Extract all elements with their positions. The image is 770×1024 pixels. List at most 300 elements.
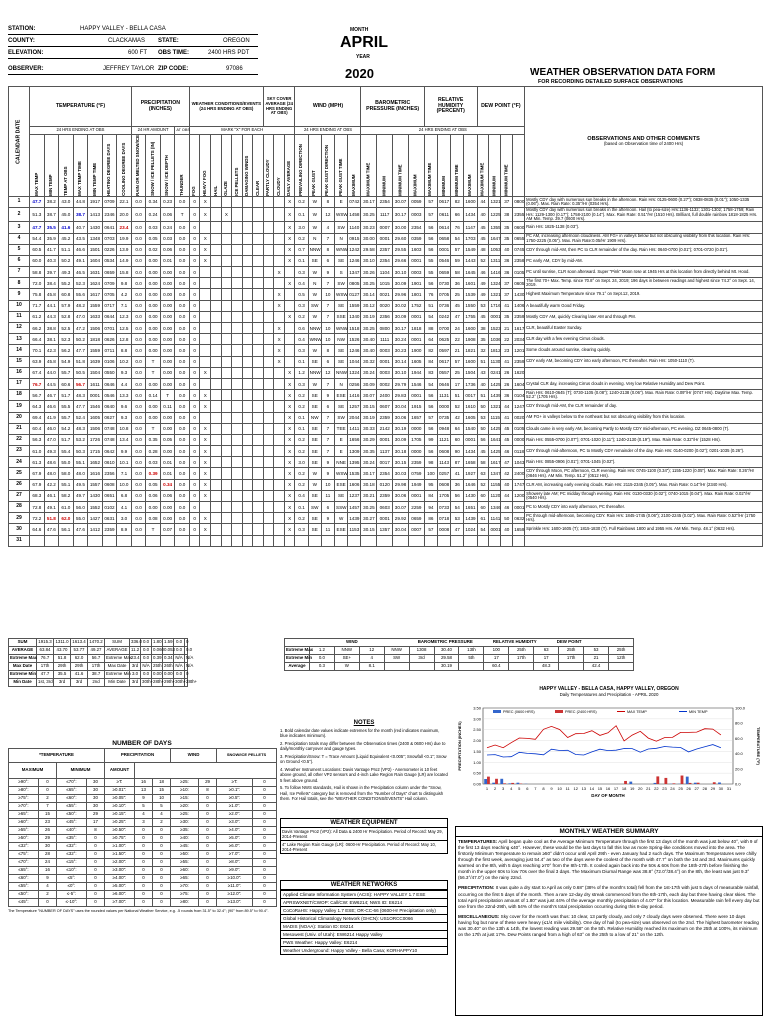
- days-cell: ≤32°:: [9, 843, 39, 851]
- stats-cell: Min Date: [105, 679, 130, 687]
- days-cell: ≥12.0":: [217, 891, 253, 899]
- summary-temp-label: TEMPERATURES:: [458, 839, 498, 844]
- wind-ending-label: 24 HRS ENDING AT OBS: [295, 127, 361, 135]
- observation-cell: NW: [335, 334, 348, 345]
- observation-cell: 54.4: [30, 233, 45, 244]
- days-cell: 0: [87, 875, 105, 883]
- observation-cell: 47.7: [73, 401, 88, 412]
- observation-cell: 0: [189, 490, 200, 501]
- observation-cell: 0.0: [131, 323, 146, 334]
- observer-value: JEFFREY TAYLOR: [103, 66, 155, 72]
- days-cell: 0: [199, 867, 217, 875]
- observation-cell: 0242: [438, 311, 451, 322]
- observation-cell: 22.1: [117, 196, 132, 207]
- observation-cell: 49: [477, 289, 489, 300]
- observation-cell: 46.0: [44, 423, 59, 434]
- wind-summary-label: Average: [285, 663, 310, 671]
- observation-cell: 0.00: [160, 267, 175, 278]
- stats-cell: 3.0: [130, 671, 141, 679]
- days-cell: ≤40°:: [57, 827, 87, 835]
- observation-cell: 1600: [464, 323, 477, 334]
- observation-cell: [242, 208, 253, 222]
- observation-cell: 6: [321, 401, 334, 412]
- observation-comment: The first 70+ Max. Temp. since 70.8° on Sept. 24, 2019; 196 days in between readings and highest since 74.2° on Sept. 14, 2019.: [525, 278, 763, 289]
- stats-cell: 0.0: [141, 671, 152, 679]
- observation-cell: 0.0: [131, 502, 146, 513]
- observation-cell: 0001: [464, 434, 477, 445]
- observation-cell: 0002: [377, 378, 393, 389]
- observation-cell: 1752: [408, 300, 424, 311]
- observation-cell: 30.29: [361, 434, 377, 445]
- column-header: MAXIMUM TIME: [361, 135, 377, 197]
- stats-cell: 0: [185, 639, 188, 647]
- column-header: CLEAR: [253, 135, 264, 197]
- days-cell: ≥20:: [171, 803, 199, 811]
- observation-cell: 60.0: [30, 255, 45, 266]
- x-axis-label: DAY OF MONTH: [591, 793, 625, 798]
- observation-cell: [242, 289, 253, 300]
- observation-cell: 1425: [489, 446, 501, 457]
- observation-cell: [221, 278, 232, 289]
- observation-cell: 1247: [513, 401, 525, 412]
- observation-cell: 0.01: [160, 468, 175, 479]
- observation-cell: [232, 434, 243, 445]
- observation-cell: 1137: [377, 446, 393, 457]
- days-cell: ≤50°:: [57, 811, 87, 819]
- days-cell: 24: [39, 859, 57, 867]
- observation-cell: 7: [321, 311, 334, 322]
- observation-cell: 6: [321, 502, 334, 513]
- observation-cell: 0059: [408, 196, 424, 207]
- legend-label: PREC (2400 HRS): [565, 710, 597, 714]
- observation-cell: [200, 267, 211, 278]
- observation-cell: 1620: [513, 367, 525, 378]
- x-tick-label: 21: [646, 786, 651, 791]
- days-cell: ≤55°:: [57, 803, 87, 811]
- observation-cell: 2044: [348, 412, 361, 423]
- observation-cell: 1535: [348, 468, 361, 479]
- observation-cell: [242, 300, 253, 311]
- days-row: [9, 843, 277, 851]
- observation-cell: [232, 334, 243, 345]
- observation-cell: 2354: [377, 468, 393, 479]
- y2-tick-label: 100.0: [735, 705, 746, 711]
- days-cell: 0: [39, 899, 57, 907]
- observation-comment: Showery late AM; PC midday through evening. Rain Hrs: 0130-0330 (0.02"); 0740-1015 (0.04"). Max. Rain Rate: 0.02"/Hr (0540 Hrs).: [525, 490, 763, 501]
- observation-cell: [242, 233, 253, 244]
- observation-cell: [253, 334, 264, 345]
- observation-cell: 0659: [408, 513, 424, 524]
- stats-cell: Extreme Max: [105, 655, 130, 663]
- observation-cell: 0.0: [175, 390, 190, 401]
- observation-cell: WSW: [335, 468, 348, 479]
- stats-cell: 3rd: [130, 679, 141, 687]
- observation-cell: 0.7: [295, 244, 308, 255]
- observation-cell: 46.6: [44, 401, 59, 412]
- observation-cell: 86: [424, 513, 437, 524]
- observation-cell: 50.2: [59, 255, 74, 266]
- observation-cell: ESE: [335, 390, 348, 401]
- observation-cell: 1015: [377, 278, 393, 289]
- observation-cell: [513, 535, 525, 546]
- observation-cell: 0104: [513, 390, 525, 401]
- stats-label: AVERAGE: [9, 647, 37, 655]
- observer-label: OBSERVER:: [8, 66, 44, 72]
- observation-cell: 47.7: [73, 345, 88, 356]
- observation-cell: 36: [501, 255, 513, 266]
- observation-cell: [232, 356, 243, 367]
- observation-cell: 2400: [377, 390, 393, 401]
- days-cell: ≥80°:: [9, 787, 39, 795]
- year-label: YEAR: [356, 54, 370, 60]
- observation-cell: 0617: [438, 196, 451, 207]
- observation-cell: 43.5: [73, 233, 88, 244]
- column-header: MAXIMUM: [408, 135, 424, 197]
- days-row: [9, 891, 277, 899]
- observation-cell: [253, 222, 264, 233]
- observation-cell: 1430: [513, 289, 525, 300]
- observation-cell: [263, 401, 274, 412]
- observation-cell: 1604: [513, 378, 525, 389]
- observation-cell: X: [200, 513, 211, 524]
- observation-cell: 0: [189, 289, 200, 300]
- observation-cell: 1324: [489, 278, 501, 289]
- observation-cell: X: [200, 490, 211, 501]
- observation-cell: 0127: [348, 289, 361, 300]
- days-cell: ≥60:: [171, 867, 199, 875]
- stats-cell: 1.59: [163, 639, 174, 647]
- observation-cell: X: [284, 255, 295, 266]
- observation-cell: 1550: [464, 300, 477, 311]
- observation-cell: 0: [189, 479, 200, 490]
- at-obs-label: AT OBS: [175, 127, 190, 135]
- observation-cell: [211, 196, 222, 207]
- observation-cell: 0748: [102, 423, 117, 434]
- observation-cell: 56.7: [73, 378, 88, 389]
- observation-cell: 1120: [489, 490, 501, 501]
- observation-cell: [263, 196, 274, 207]
- legend-label: MAX TEMP: [627, 710, 647, 714]
- observation-cell: 1639: [88, 356, 103, 367]
- observation-cell: 1736: [464, 378, 477, 389]
- observation-cell: 60: [451, 434, 464, 445]
- observation-cell: 0020: [513, 412, 525, 423]
- observation-cell: 0608: [438, 446, 451, 457]
- observation-cell: [263, 468, 274, 479]
- observation-cell: 44.0: [44, 367, 59, 378]
- observation-row: [9, 535, 763, 546]
- year-value: 2020: [345, 66, 374, 81]
- note-item: 5. To follow NWS standards, Hail is shown in the Precipitation column under the "Snow, Hail, Ice Pellets" category but is removed from the "Number of Days" chart to distinguish them. For Hail totals, see the "WEATHER CONDITIONS/EVENTS" Hail column.: [280, 785, 444, 801]
- observation-comment: [525, 367, 763, 378]
- observation-cell: 42: [451, 412, 464, 423]
- observation-cell: 9.9: [117, 446, 132, 457]
- observation-cell: X: [284, 524, 295, 535]
- days-row: [9, 787, 277, 795]
- observation-cell: 1411: [348, 423, 361, 434]
- observation-cell: 1416: [489, 267, 501, 278]
- observation-cell: 0.05: [146, 479, 161, 490]
- observation-cell: 0659: [102, 267, 117, 278]
- state-value: OREGON: [223, 38, 250, 44]
- precip-bar: [713, 782, 716, 784]
- observation-row: [9, 513, 763, 524]
- observation-cell: 0625: [438, 334, 451, 345]
- observation-cell: [242, 434, 253, 445]
- observation-cell: 0703: [102, 233, 117, 244]
- network-item: APRSWXNET/CWOP: Call/CW: EW6214; NWS ID: E6214: [281, 898, 447, 906]
- days-row: [9, 827, 277, 835]
- observation-cell: 61.0: [59, 502, 74, 513]
- observation-cell: 52: [477, 255, 489, 266]
- observation-cell: 0001: [88, 390, 103, 401]
- observation-cell: 6.8: [117, 490, 132, 501]
- observation-cell: [242, 513, 253, 524]
- observation-cell: [253, 513, 264, 524]
- observation-cell: 0.00: [146, 300, 161, 311]
- observation-cell: 47.0: [44, 434, 59, 445]
- days-cell: 29: [87, 811, 105, 819]
- observation-cell: 55: [424, 255, 437, 266]
- observation-cell: [253, 244, 264, 255]
- stats-cell: 336.0: [130, 639, 141, 647]
- observation-cell: [211, 244, 222, 255]
- days-row: [9, 899, 277, 907]
- observation-cell: 1559: [348, 300, 361, 311]
- column-header: THUNDER: [175, 135, 190, 197]
- observation-cell: 29.92: [393, 513, 409, 524]
- precip-bar: [654, 783, 657, 784]
- days-cell: 0: [253, 835, 277, 843]
- observation-cell: N: [308, 278, 321, 289]
- stats-cell: 0.0: [141, 655, 152, 663]
- observation-cell: X: [284, 278, 295, 289]
- observation-cell: X: [284, 502, 295, 513]
- observation-table: [8, 86, 763, 547]
- observation-cell: E: [335, 446, 348, 457]
- x-tick-label: 16: [605, 786, 611, 791]
- observation-comment: PC AM, increasing afternoon cloudiness. AM FG+ in valleys below but not obscuring visibility from this location. Rain Hrs: 1750-2225 (0.05"). Max. Rain Rate:0.05/Hr 1909 Hrs).: [525, 233, 763, 244]
- column-header: HEAVY FOG: [200, 135, 211, 197]
- observation-cell: 72.0: [30, 278, 45, 289]
- observation-comment: Mostly CDY day with numerous sun breaks in the afternoon. Hail (to pea-size) Hrs:1136-1132; 1301-1302; 1758-1759; Rain Hrs: 1129-1300 (0.17"); 1758-2100 (0.14"). Max. Rain Rate: 0.51"/Hr (1510 Hrs). Brilliant, full double rainbow 1818-1825 Hrs. AM Min. Temp. 39.7 (0600 Hrs).: [525, 208, 763, 222]
- stats-cell: N/A: [185, 663, 188, 671]
- observation-cell: 82: [451, 196, 464, 207]
- observation-cell: S: [335, 267, 348, 278]
- observation-cell: 0003: [377, 345, 393, 356]
- observation-cell: 0.1: [295, 412, 308, 423]
- days-cell: 0: [199, 819, 217, 827]
- observation-cell: 36: [451, 278, 464, 289]
- observation-cell: 0.00: [160, 423, 175, 434]
- observation-cell: 0748: [102, 434, 117, 445]
- observation-cell: 30.00: [393, 222, 409, 233]
- observation-cell: 0.01: [160, 457, 175, 468]
- elevation-value: 600 FT: [128, 50, 148, 56]
- observation-cell: 42: [501, 468, 513, 479]
- observation-cell: 1348: [88, 233, 103, 244]
- days-cell: ≥55°:: [9, 827, 39, 835]
- observation-cell: 30.06: [393, 412, 409, 423]
- observation-cell: 51.7: [59, 434, 74, 445]
- observation-cell: 40: [477, 208, 489, 222]
- observation-cell: 40: [477, 378, 489, 389]
- observation-cell: 0.05: [146, 233, 161, 244]
- days-cell: ≥2.00":: [105, 859, 135, 867]
- column-header: DAMAGING WINDS: [242, 135, 253, 197]
- calendar-date: 19: [9, 401, 30, 412]
- observation-cell: [232, 222, 243, 233]
- observation-cell: [284, 535, 295, 546]
- days-cell: ≥7.00":: [105, 899, 135, 907]
- observation-cell: 0.2: [295, 479, 308, 490]
- observation-cell: [274, 196, 285, 207]
- observation-cell: 67.9: [30, 468, 45, 479]
- notes-section: [280, 720, 448, 801]
- observation-cell: [263, 502, 274, 513]
- wind-summary-row: [285, 655, 634, 663]
- x-tick-label: 22: [654, 786, 659, 791]
- observation-cell: 0007: [377, 222, 393, 233]
- observation-cell: W: [308, 196, 321, 207]
- x-tick-label: 19: [629, 786, 635, 791]
- observation-cell: 1501: [88, 244, 103, 255]
- stats-cell: AVERAGE: [105, 647, 130, 655]
- observation-cell: 0709: [102, 278, 117, 289]
- observation-cell: [200, 412, 211, 423]
- observation-cell: 0.2: [295, 446, 308, 457]
- observation-cell: 53.2: [73, 434, 88, 445]
- days-cell: ≥0.50":: [105, 827, 135, 835]
- observation-cell: [242, 502, 253, 513]
- observation-cell: 52.4: [73, 412, 88, 423]
- observation-cell: 30.25: [361, 502, 377, 513]
- observation-cell: [221, 345, 232, 356]
- x-tick-label: 20: [638, 786, 643, 791]
- observation-cell: 9.3: [117, 412, 132, 423]
- observation-cell: [200, 278, 211, 289]
- observation-cell: 1143: [438, 457, 451, 468]
- observation-cell: 1659: [513, 524, 525, 535]
- wind-summary-cell: 29.58: [434, 655, 459, 663]
- observation-cell: [232, 378, 243, 389]
- summary-misc-text: Sky cover for the month was thus: 10 clear, 13 partly cloudy, and only 7 cloudy days were observed. There were 10 days having fog but none of these were heavy (≤1/4 mile visibility). One day of hail (to pea-size) was observed on the 2nd. The highest barometer reading was 30.40" on the 13th & 14th, the lowest reading was 29.58" on the 5th. Relative Humidity reached its maximum on the 25th at 100%, its minimum on the 17th at just 17%. Dew Points ranged from a high of 63° on the 25th to a low of 21° on the 12th.: [458, 913, 759, 937]
- observation-cell: [211, 367, 222, 378]
- network-item: Global Historical Climatology Network (GHCN): US1ORCC0066: [281, 914, 447, 922]
- observation-cell: [263, 412, 274, 423]
- calendar-date: 4: [9, 233, 30, 244]
- observation-cell: [221, 468, 232, 479]
- observation-cell: 0.08: [146, 513, 161, 524]
- observation-comment: CLR AM, increasing early evening clouds. Rain Hrs: 2115-2345 (0.05"). Max. Rain Rate: 0.14"/Hr (2340 Hrs).: [525, 479, 763, 490]
- days-cell: 4: [153, 811, 171, 819]
- observation-comment: CDY through mid-AM, then PC to CLR remainder of the day. Rain Hrs: 0640-0700 (0.01"); 0701-0720 (0.01").: [525, 244, 763, 255]
- days-cell: 0: [135, 835, 153, 843]
- observation-cell: 1616: [88, 468, 103, 479]
- state-label: STATE:: [158, 38, 179, 44]
- days-cell: 0: [87, 859, 105, 867]
- calendar-date: 14: [9, 345, 30, 356]
- observation-cell: 0.0: [175, 367, 190, 378]
- observation-cell: 1347: [489, 468, 501, 479]
- observation-cell: 9: [321, 390, 334, 401]
- observation-cell: 29.79: [393, 378, 409, 389]
- observation-row: [9, 208, 763, 222]
- observation-cell: 45.2: [59, 233, 74, 244]
- observation-cell: 45: [477, 311, 489, 322]
- days-cell: ≤45°:: [57, 819, 87, 827]
- station-info: [8, 26, 338, 80]
- stats-cell: 35.5: [54, 671, 71, 679]
- days-cell: 0: [87, 867, 105, 875]
- observation-cell: 0.6: [295, 323, 308, 334]
- days-cell: 10: [153, 795, 171, 803]
- observation-cell: 53: [477, 300, 489, 311]
- observation-cell: [211, 535, 222, 546]
- x-tick-label: 8: [542, 786, 545, 791]
- x-tick-label: 9: [550, 786, 553, 791]
- days-cell: 0: [253, 787, 277, 795]
- days-cell: ≥10:: [171, 787, 199, 795]
- observation-row: [9, 311, 763, 322]
- observation-cell: 0.00: [146, 255, 161, 266]
- observation-cell: 4.1: [117, 502, 132, 513]
- observation-cell: 1321: [489, 401, 501, 412]
- observation-cell: 4: [321, 222, 334, 233]
- x-tick-label: 5: [518, 786, 521, 791]
- days-row: [9, 867, 277, 875]
- observation-cell: 13.3: [117, 390, 132, 401]
- observation-cell: 38.2: [44, 196, 59, 207]
- x-tick-label: 15: [597, 786, 603, 791]
- note-item: 2. Precipitation totals may differ between the Observation times (2400 & 0600 Hrs) due to daily/monthly carryover and gauge types.: [280, 740, 446, 752]
- column-header: SNOW / ICE PELLETS (IN): [146, 135, 161, 197]
- observation-cell: 0: [189, 412, 200, 423]
- stats-cell: 62.0: [71, 655, 88, 663]
- days-cell: 0: [199, 891, 217, 899]
- observation-cell: 0.0: [131, 345, 146, 356]
- observation-cell: 0.0: [175, 502, 190, 513]
- wind-summary-cell: [608, 663, 633, 671]
- observation-cell: [221, 356, 232, 367]
- network-item: CoCoRaHS: Happy Valley 1.7 ESE; OR-CC-66 (0600-Hr Precipitation only): [281, 906, 447, 914]
- observation-cell: W: [308, 311, 321, 322]
- observation-cell: [393, 535, 409, 546]
- chart-title: HAPPY VALLEY - BELLA CASA, HAPPY VALLEY, OREGON: [539, 686, 679, 692]
- days-cell: 3: [135, 819, 153, 827]
- stats-row: [9, 671, 188, 679]
- days-min-header: MINIMUM: [57, 763, 105, 779]
- observation-cell: 1311: [489, 255, 501, 266]
- observation-cell: SE: [335, 255, 348, 266]
- observation-cell: [263, 222, 274, 233]
- obs-time-value: 2400 HRS PDT: [208, 50, 250, 56]
- baro-ending-label: 24 HRS ENDING AT OBS: [361, 127, 525, 135]
- precip-bar: [686, 777, 689, 784]
- observation-cell: 30.19: [361, 412, 377, 423]
- observation-cell: [59, 535, 74, 546]
- observation-cell: 30.40: [361, 345, 377, 356]
- observation-cell: X: [284, 490, 295, 501]
- observation-cell: 0.0: [175, 196, 190, 207]
- observation-cell: 1915: [408, 401, 424, 412]
- observation-comment: [525, 535, 763, 546]
- days-cell: 0: [87, 899, 105, 907]
- days-cell: ≤0°:: [57, 883, 87, 891]
- observation-cell: 1605: [408, 356, 424, 367]
- rh-summary-title: RELATIVE HUMIDITY: [492, 639, 537, 645]
- observation-cell: 2359: [102, 524, 117, 535]
